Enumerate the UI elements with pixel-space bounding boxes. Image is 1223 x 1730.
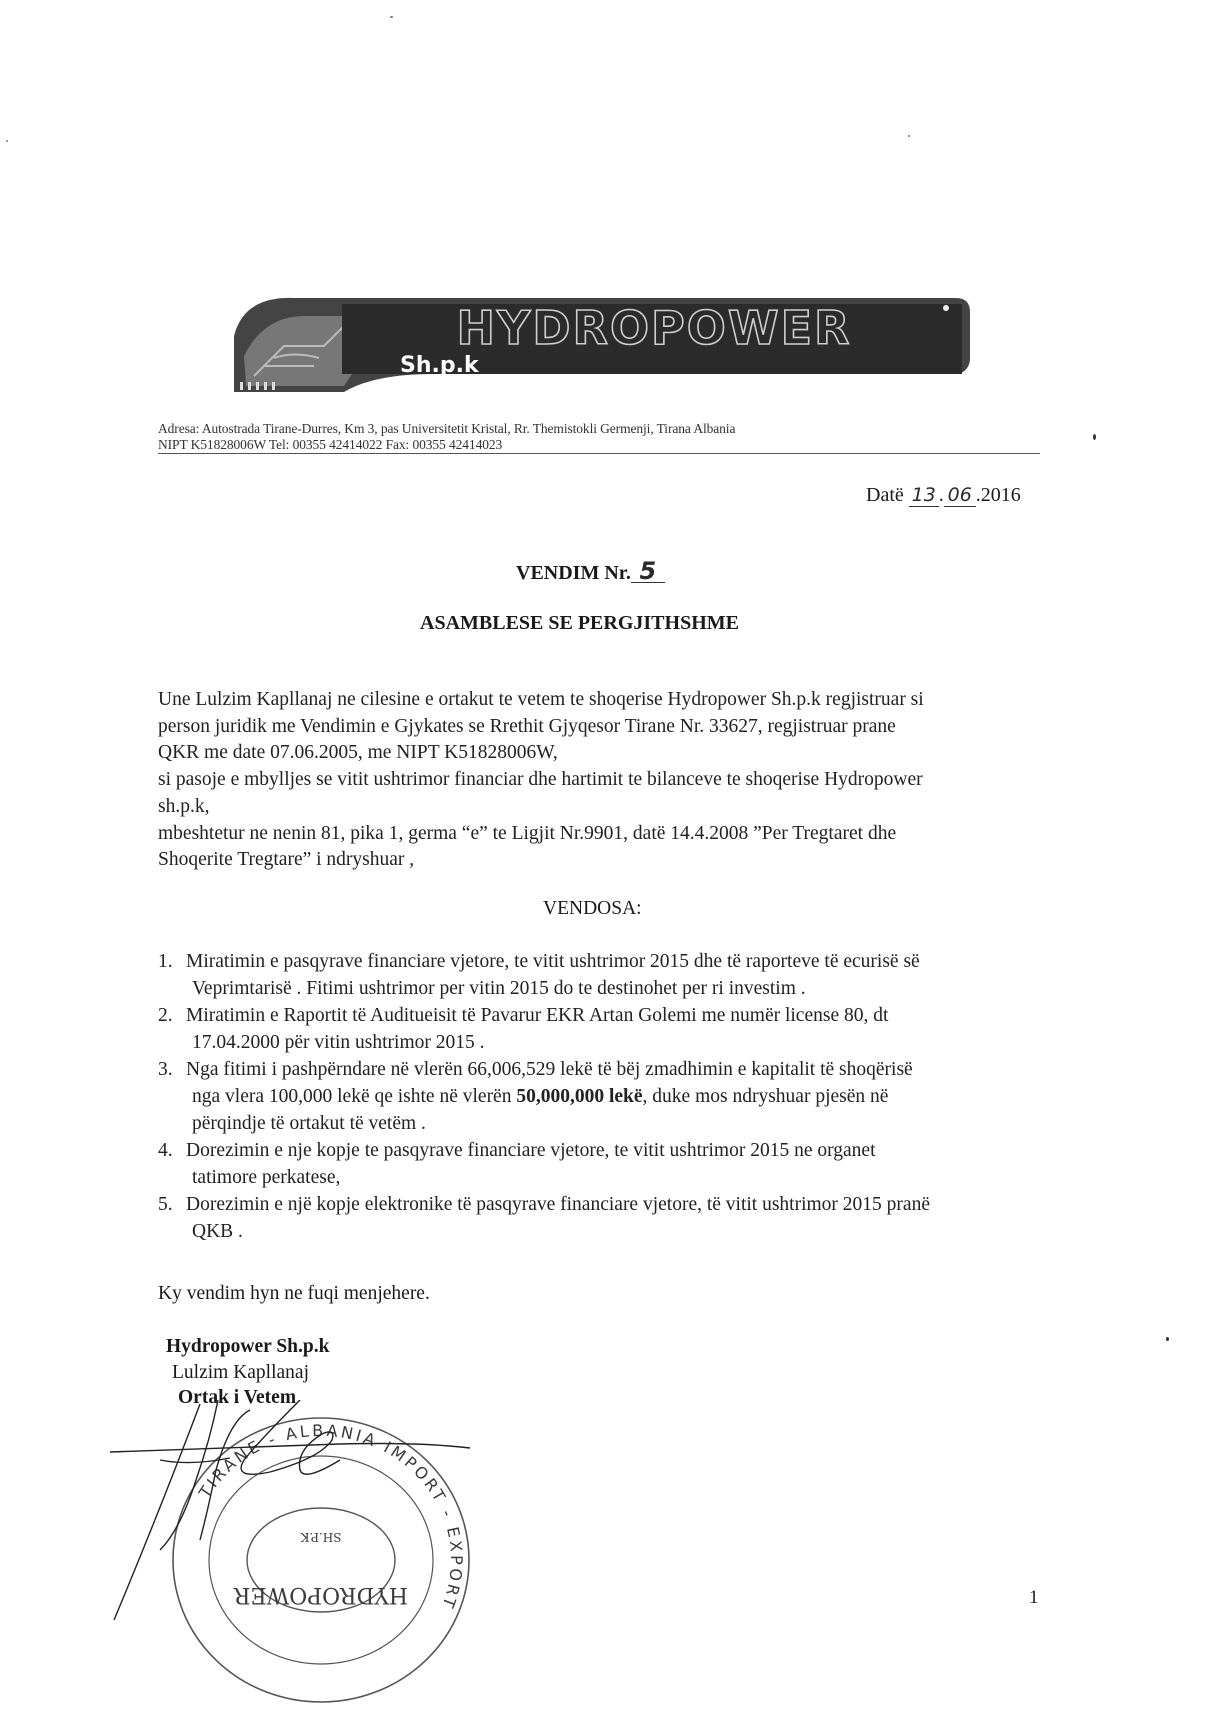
intro-line: si pasoje e mbylljes se vitit ushtrimor financiar dhe hartimit te bilanceve te shoqerise Hydropower <box>158 769 923 791</box>
contact-line: NIPT K51828006W Tel: 00355 42414022 Fax: 00355 42414023 <box>158 437 503 452</box>
decision-subtitle: ASAMBLESE SE PERGJITHSHME <box>420 612 739 634</box>
header-divider <box>158 453 1040 454</box>
signature-and-stamp <box>100 1400 480 1730</box>
item-line: Veprimtarisë . Fitimi ushtrimor per vitin 2015 do te destinohet per ri investim . <box>192 978 806 999</box>
item-line-start: nga vlera 100,000 lekë qe ishte në vlerën <box>192 1086 512 1107</box>
intro-line: QKR me date 07.06.2005, me NIPT K51828006W, <box>158 742 558 764</box>
scan-speck <box>1093 434 1096 440</box>
item-number: 4. <box>158 1140 173 1161</box>
scan-speck <box>1166 1337 1169 1341</box>
intro-line: Une Lulzim Kapllanaj ne cilesine e ortakut te vetem te shoqerise Hydropower Sh.p.k regjistruar si <box>158 689 924 710</box>
signatory-company: Hydropower Sh.p.k <box>166 1336 330 1357</box>
list-item <box>158 1191 1058 1245</box>
item-line: tatimore perkatese, <box>192 1167 341 1188</box>
list-item <box>158 1137 1058 1191</box>
stamp-center-text: HYDROPOWER <box>233 1582 409 1607</box>
list-item <box>158 948 1058 1002</box>
item-line: QKB . <box>192 1221 243 1242</box>
logo-brand-text: HYDROPOWER <box>456 301 852 355</box>
intro-paragraph <box>158 687 1048 874</box>
item-line: Dorezimin e një kopje elektronike të pasqyrave financiare vjetore, të vitit ushtrimor 2015 pranë <box>186 1194 930 1215</box>
date-day: 13 <box>909 484 939 507</box>
decision-label: VENDIM Nr. <box>516 562 631 584</box>
item-line-tail: , duke mos ndryshuar pjesën në <box>642 1086 889 1107</box>
list-item <box>158 1056 1058 1137</box>
stamp-ring-path: TIRANE - ALBANIA IMPORT - EXPORT <box>195 1420 467 1613</box>
item-line: përqindje të ortakut të vetëm . <box>192 1113 426 1134</box>
intro-line: sh.p.k, <box>158 795 210 817</box>
signatory-name: Lulzim Kapllanaj <box>172 1362 309 1383</box>
closing-statement: Ky vendim hyn ne fuqi menjehere. <box>158 1283 430 1304</box>
intro-line: mbeshtetur ne nenin 81, pika 1, germa “e” te Ligjit Nr.9901, datë 14.4.2008 ”Per Tregtaret dhe <box>158 822 897 844</box>
date-year: .2016 <box>975 484 1021 506</box>
item-number: 1. <box>158 951 173 972</box>
item-line: Miratimin e Raportit të Auditueisit të Pavarur EKR Artan Golemi me numër license 80, dt <box>186 1005 889 1026</box>
logo-suffix-text: Sh.p.k <box>400 353 479 378</box>
intro-line: Shoqerite Tregtare” i ndryshuar , <box>158 849 415 871</box>
list-item <box>158 1002 1058 1056</box>
item-line: Miratimin e pasqyrave financiare vjetore, te vitit ushtrimor 2015 dhe të raporteve të ecurisë së <box>186 951 920 972</box>
date-month: 06 <box>944 484 976 507</box>
page-number: 1 <box>1029 1587 1039 1608</box>
stamp-small-text: SH.P.K <box>300 1530 342 1544</box>
scan-speck <box>390 16 393 18</box>
date-label: Datë <box>866 484 904 506</box>
item-number: 3. <box>158 1059 173 1080</box>
document-date: Datë 13 . 06 .2016 <box>866 484 1021 506</box>
item-number: 5. <box>158 1194 173 1215</box>
decision-list <box>158 948 1058 1245</box>
hydropower-logo <box>224 296 972 396</box>
item-line: 17.04.2000 për vitin ushtrimor 2015 . <box>192 1032 485 1053</box>
item-line: Nga fitimi i pashpërndare në vlerën 66,006,529 lekë të bëj zmadhimin e kapitalit të shoqërisë <box>186 1059 913 1080</box>
decision-number: 5 <box>631 560 665 583</box>
scan-speck <box>908 135 910 137</box>
item-number: 2. <box>158 1005 173 1026</box>
capital-amount: 50,000,000 lekë <box>516 1086 643 1107</box>
intro-line: person juridik me Vendimin e Gjykates se Rrethit Gjyqesor Tirane Nr. 33627, regjistruar prane <box>158 715 896 737</box>
vendosa-heading: VENDOSA: <box>543 898 642 919</box>
address-line: Adresa: Autostrada Tirane-Durres, Km 3, pas Universitetit Kristal, Rr. Themistokli Germenji, Tirana Albania <box>158 421 736 436</box>
item-line: Dorezimin e nje kopje te pasqyrave financiare vjetore, te vitit ushtrimor 2015 ne organet <box>186 1140 876 1161</box>
item-line <box>186 1083 1058 1110</box>
scan-speck <box>6 140 8 142</box>
signatory-role: Ortak i Vetem <box>178 1387 297 1408</box>
decision-title <box>516 557 665 585</box>
